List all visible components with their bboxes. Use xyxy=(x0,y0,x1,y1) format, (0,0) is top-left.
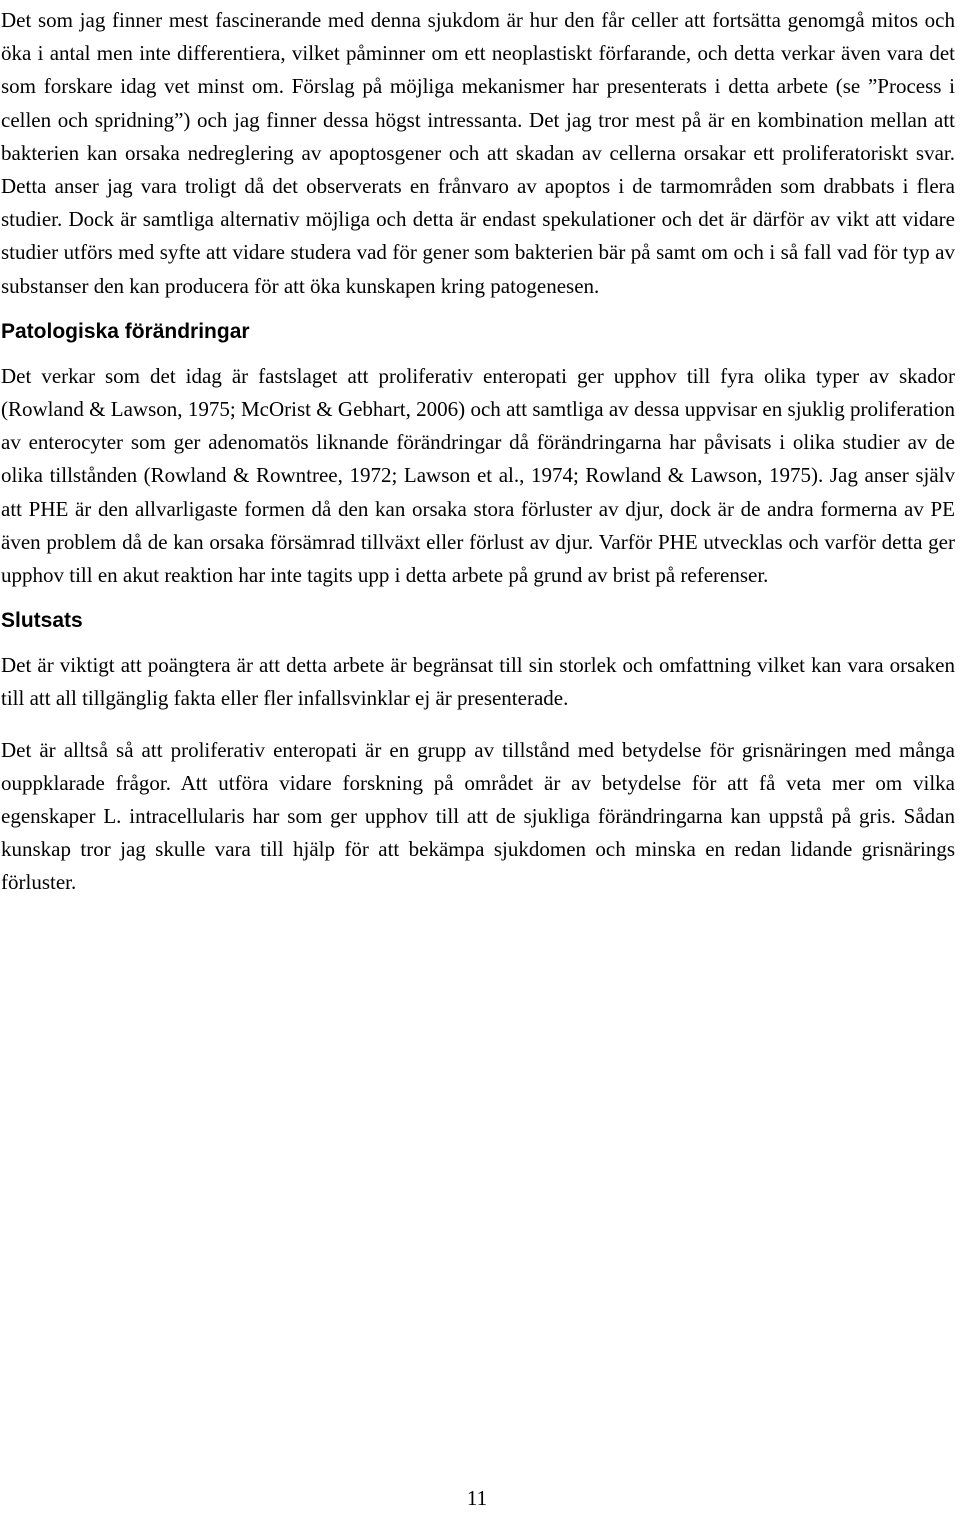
spacer xyxy=(1,346,955,360)
spacer xyxy=(1,716,955,734)
paragraph-patologiska: Det verkar som det idag är fastslaget att proliferativ enteropati ger upphov till fyra olika typer av skador (Rowland & Lawson, 1975; McOrist & Gebhart, 2006) och att samtliga av dessa uppvisar en sjuklig proliferation av enterocyter som ger adenomatös liknande förändringar då förändringarna har påvisats i olika studier av de olika tillstånden (Rowland & Rowntree, 1972; Lawson et al., 1974; Rowland & Lawson, 1975). Jag anser själv att PHE är den allvarligaste formen då den kan orsaka stora förluster av djur, dock är de andra formerna av PE även problem då de kan orsaka försämrad tillväxt eller förlust av djur. Varför PHE utvecklas och varför detta ger upphov till en akut reaktion har inte tagits upp i detta arbete på grund av brist på referenser. xyxy=(1,363,955,588)
page-number: 11 xyxy=(466,1486,488,1510)
spacer xyxy=(1,592,955,607)
document-body xyxy=(1,4,955,900)
heading-slutsats: Slutsats xyxy=(1,609,83,633)
paragraph-slutsats-2: Det är alltså så att proliferativ enteropati är en grupp av tillstånd med betydelse för grisnäringen med många ouppklarade frågor. Att utföra vidare forskning på området är av betydelse för att få veta mer om vilka egenskaper L. intracellularis har som ger upphov till att de sjukliga förändringarna kan uppstå på gris. Sådan kunskap tror jag skulle vara till hjälp för att bekämpa sjukdomen och minska en redan lidande grisnärings förluster. xyxy=(1,737,955,895)
spacer xyxy=(1,303,955,318)
paragraph-intro: Det som jag finner mest fascinerande med denna sjukdom är hur den får celler att fortsätta genomgå mitos och öka i antal men inte differentiera, vilket påminner om ett neoplastiskt förfarande, och detta verkar även vara det som forskare idag vet minst om. Förslag på möjliga mekanismer har presenterats i detta arbete (se ”Process i cellen och spridning”) och jag finner dessa högst intressanta. Det jag tror mest på är en kombination mellan att bakterien kan orsaka nedreglering av apoptosgener och att skadan av cellerna orsakar ett proliferatoriskt svar. Detta anser jag vara troligt då det observerats en frånvaro av apoptos i de tarmområden som drabbats i flera studier. Dock är samtliga alternativ möjliga och detta är endast spekulationer och det är därför av vikt att vidare studier utförs med syfte att vidare studera vad för gener som bakterien bär på samt om och i så fall vad för typ av substanser den kan producera för att öka kunskapen kring patogenesen. xyxy=(1,8,955,298)
spacer xyxy=(1,635,955,649)
heading-patologiska-forandringar: Patologiska förändringar xyxy=(1,319,250,343)
paragraph-slutsats-1: Det är viktigt att poängtera är att detta arbete är begränsat till sin storlek och omfattning vilket kan vara orsaken till att all tillgänglig fakta eller fler infallsvinklar ej är presenterade. xyxy=(1,653,955,711)
